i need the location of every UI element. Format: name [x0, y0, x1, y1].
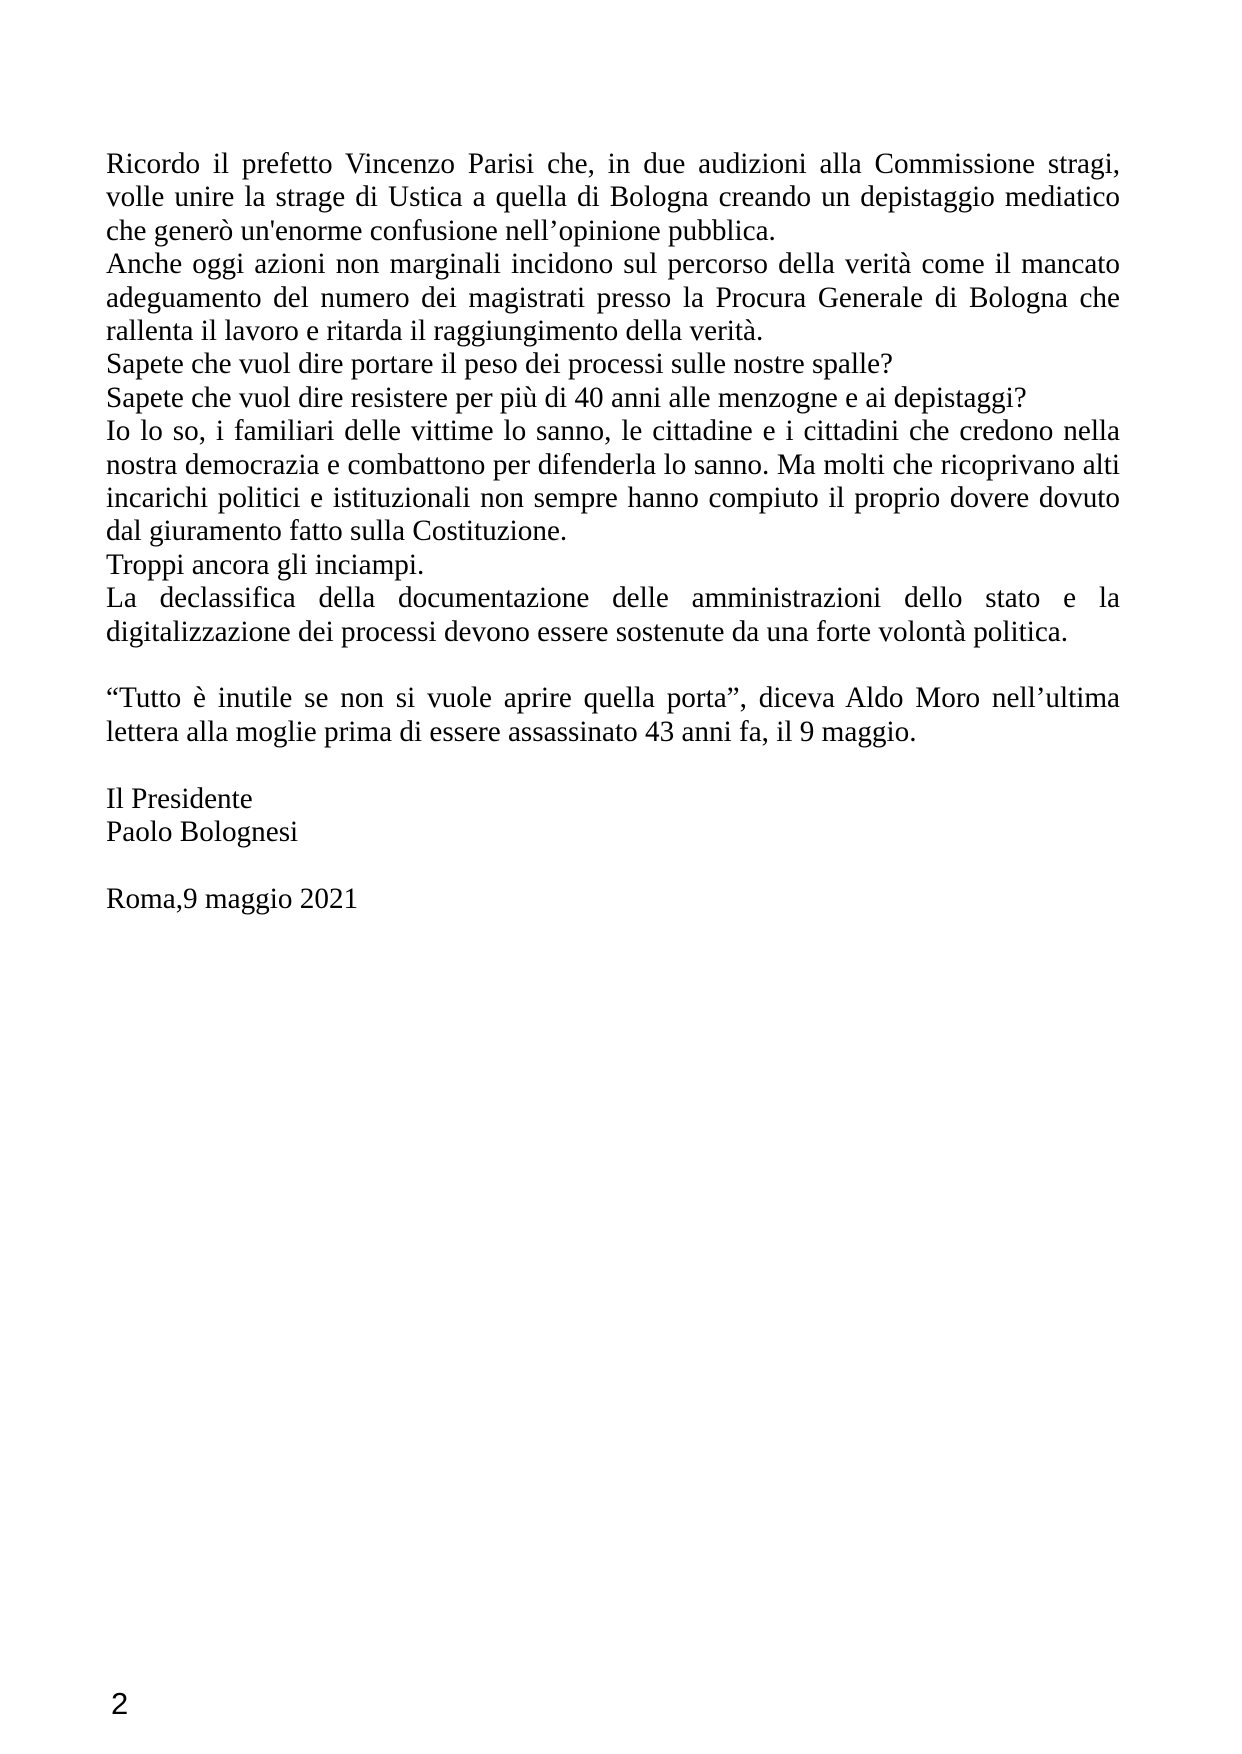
paragraph: Paolo Bolognesi: [106, 816, 299, 849]
page-number: 2: [111, 1686, 129, 1721]
paragraph: Io lo so, i familiari delle vittime lo sanno, le cittadine e i cittadini che credono nella nostra democrazia e combattono per difenderla lo sanno. Ma molti che ricoprivano alti incarichi politici e istituzionali non sempre hanno compiuto il proprio dovere dovuto dal giuramento fatto sulla Costituzione.: [106, 415, 1120, 548]
letter-body: [106, 148, 1120, 916]
paragraph: La declassifica della documentazione delle amministrazioni dello stato e la digitalizzazione dei processi devono essere sostenute da una forte volontà politica.: [106, 582, 1120, 648]
paragraph: Il Presidente: [106, 782, 253, 815]
blank-line: [106, 850, 1120, 883]
paragraph: Sapete che vuol dire resistere per più di 40 anni alle menzogne e ai depistaggi?: [106, 381, 1027, 414]
paragraph: Ricordo il prefetto Vincenzo Parisi che, in due audizioni alla Commissione stragi, volle unire la strage di Ustica a quella di Bologna creando un depistaggio mediatico che generò un'enorme confusione nell’opinione pubblica.: [106, 148, 1120, 247]
paragraph: Sapete che vuol dire portare il peso dei processi sulle nostre spalle?: [106, 348, 893, 381]
paragraph: “Tutto è inutile se non si vuole aprire quella porta”, diceva Aldo Moro nell’ultima lettera alla moglie prima di essere assassinato 43 anni fa, il 9 maggio.: [106, 682, 1120, 748]
paragraph: Troppi ancora gli inciampi.: [106, 548, 425, 581]
paragraph: Roma,9 maggio 2021: [106, 882, 359, 915]
paragraph: Anche oggi azioni non marginali incidono sul percorso della verità come il mancato adeguamento del numero dei magistrati presso la Procura Generale di Bologna che rallenta il lavoro e ritarda il raggiungimento della verità.: [106, 248, 1120, 348]
blank-line: [106, 749, 1120, 782]
blank-line: [106, 649, 1120, 682]
